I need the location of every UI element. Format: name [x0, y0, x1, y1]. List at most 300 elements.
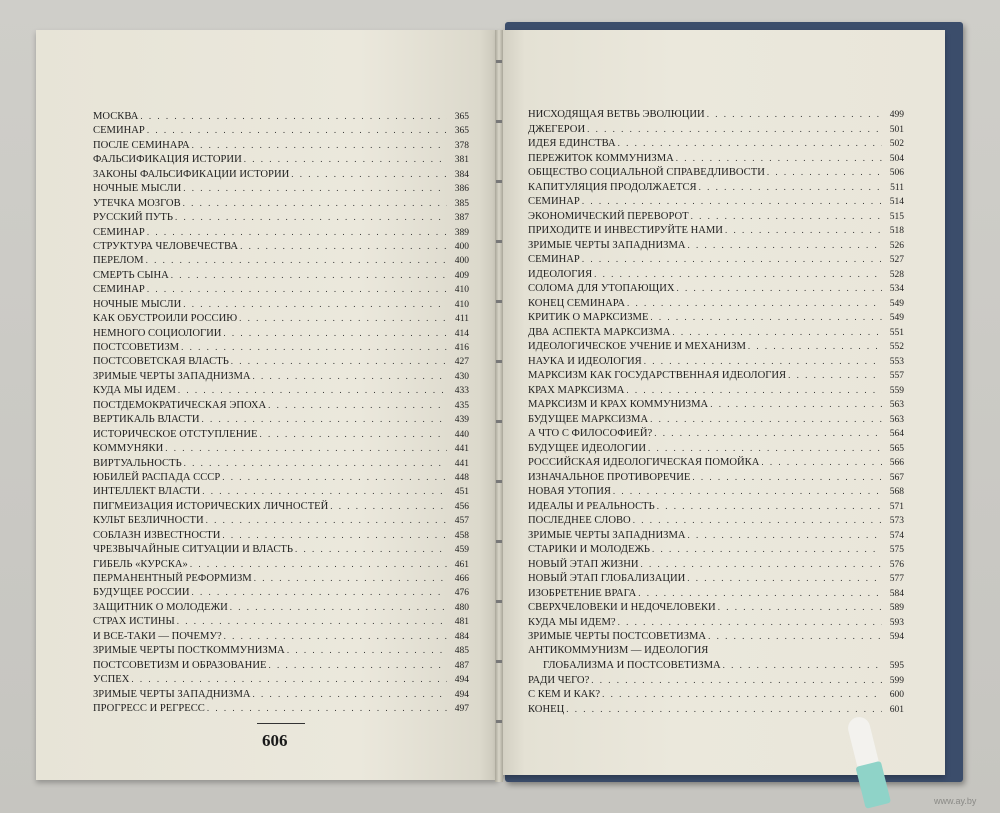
toc-entry: [93, 542, 469, 556]
toc-entry: [93, 585, 469, 599]
toc-leader-dots: [641, 557, 882, 572]
toc-entry-page: 577: [889, 574, 904, 584]
binding-stitch: [496, 600, 502, 603]
toc-entry-title: СОЛОМА ДЛЯ УТОПАЮЩИХ: [528, 283, 675, 294]
toc-entry-page: 501: [889, 124, 904, 135]
toc-entry: [528, 107, 904, 122]
toc-entry: [528, 441, 904, 456]
toc-entry: [93, 326, 469, 340]
toc-entry-page: 411: [455, 314, 469, 325]
toc-entry-page: 480: [454, 602, 469, 613]
toc-entry: [93, 181, 469, 195]
toc-entry: [93, 571, 469, 585]
toc-leader-dots: [591, 673, 882, 688]
toc-entry-page: 589: [889, 603, 904, 613]
toc-entry-title: ВИРТУАЛЬНОСТЬ: [93, 457, 182, 469]
toc-entry-title: СТАРИКИ И МОЛОДЕЖЬ: [528, 544, 650, 555]
toc-leader-dots: [676, 151, 882, 166]
toc-entry-page: 573: [889, 516, 904, 526]
toc-entry-page: 410: [454, 299, 469, 310]
toc-entry: [528, 644, 904, 659]
toc-entry-page: 466: [454, 574, 469, 584]
binding-stitch: [496, 540, 502, 543]
binding-stitch: [496, 300, 502, 303]
toc-entry: [528, 673, 904, 688]
toc-entry-title: ПОСЛЕ СЕМИНАРА: [93, 139, 190, 151]
left-toc-list: [93, 109, 469, 715]
toc-entry-title: СЕМИНАР: [93, 125, 145, 137]
binding-stitch: [496, 240, 502, 243]
toc-leader-dots: [723, 658, 882, 673]
toc-entry: [528, 325, 904, 340]
toc-leader-dots: [767, 165, 882, 180]
toc-entry-title: ПОСТСОВЕТСКАЯ ВЛАСТЬ: [93, 356, 229, 368]
toc-entry-page: 593: [889, 617, 904, 628]
toc-entry-title: ИНТЕЛЛЕКТ ВЛАСТИ: [93, 486, 201, 498]
toc-entry: [93, 687, 469, 701]
toc-entry: [528, 383, 904, 398]
toc-entry-title: ВЕРТИКАЛЬ ВЛАСТИ: [93, 414, 200, 426]
toc-entry-page: 511: [890, 182, 904, 193]
toc-entry-page: 504: [889, 153, 904, 164]
toc-entry: [93, 138, 469, 152]
toc-entry-page: 487: [454, 660, 469, 671]
toc-leader-dots: [627, 296, 882, 311]
toc-entry-title: СЕМИНАР: [93, 284, 145, 296]
toc-entry-page: 494: [454, 689, 469, 700]
toc-entry-title: СЕМИНАР: [528, 254, 580, 265]
toc-entry: [93, 354, 469, 368]
toc-leader-dots: [295, 542, 447, 556]
toc-entry: [528, 397, 904, 412]
toc-entry-page: 502: [889, 139, 904, 149]
toc-entry-page: 565: [889, 443, 904, 454]
toc-entry-page: 601: [889, 704, 904, 715]
toc-entry-page: 484: [454, 631, 469, 642]
toc-entry-page: 485: [454, 646, 469, 657]
toc-entry-page: 441: [454, 444, 469, 455]
toc-leader-dots: [672, 325, 882, 340]
toc-leader-dots: [147, 123, 447, 137]
toc-entry-page: 557: [889, 371, 904, 381]
toc-entry: [528, 499, 904, 514]
toc-entry: [528, 368, 904, 383]
toc-entry-title: ПОСТДЕМОКРАТИЧЕСКАЯ ЭПОХА: [93, 399, 267, 411]
toc-entry-title: ПОСТСОВЕТИЗМ: [93, 342, 180, 353]
toc-entry-page: 552: [889, 342, 904, 352]
toc-entry-page: 387: [454, 213, 469, 224]
toc-entry: [93, 614, 469, 628]
toc-leader-dots: [708, 629, 882, 644]
toc-entry-title: ИДЕОЛОГИЧЕСКОЕ УЧЕНИЕ И МЕХАНИЗМ: [528, 341, 746, 352]
toc-entry-title: СЕМИНАР: [528, 196, 580, 207]
toc-entry-page: 365: [454, 126, 469, 137]
toc-leader-dots: [190, 557, 447, 571]
toc-entry-page: 594: [889, 632, 904, 642]
toc-leader-dots: [602, 687, 882, 702]
toc-leader-dots: [618, 136, 882, 151]
toc-entry-page: 441: [454, 458, 469, 469]
toc-leader-dots: [222, 528, 447, 542]
toc-entry-title: ЗРИМЫЕ ЧЕРТЫ ЗАПАДНИЗМА: [528, 239, 686, 251]
toc-entry-title: КУДА МЫ ИДЕМ?: [528, 616, 616, 628]
toc-entry-page: 515: [889, 211, 904, 222]
toc-entry: [528, 281, 904, 296]
toc-entry: [528, 557, 904, 572]
toc-entry-title: УСПЕХ: [93, 674, 130, 686]
toc-entry-title: И ВСЕ-ТАКИ — ПОЧЕМУ?: [93, 630, 222, 642]
toc-entry-title: ПОСЛЕДНЕЕ СЛОВО: [528, 515, 631, 526]
stylus-tip: [846, 715, 879, 769]
toc-leader-dots: [699, 180, 882, 195]
binding-stitch: [496, 180, 502, 183]
toc-leader-dots: [253, 369, 447, 383]
toc-leader-dots: [183, 196, 447, 210]
binding-stitch: [496, 120, 502, 123]
toc-leader-dots: [207, 701, 447, 715]
toc-entry: [528, 252, 904, 267]
toc-entry-page: 534: [889, 284, 904, 294]
toc-leader-dots: [244, 152, 447, 166]
toc-entry: [528, 426, 904, 441]
toc-leader-dots: [654, 426, 882, 441]
toc-entry-title: ИДЕЯ ЕДИНСТВА: [528, 138, 616, 149]
toc-leader-dots: [253, 687, 447, 701]
toc-entry-page: 566: [889, 458, 904, 468]
toc-leader-dots: [587, 122, 882, 137]
toc-leader-dots: [202, 484, 447, 498]
toc-leader-dots: [177, 614, 447, 628]
toc-entry-title: СТРУКТУРА ЧЕЛОВЕЧЕСТВА: [93, 240, 239, 252]
toc-entry: [528, 180, 904, 195]
toc-leader-dots: [184, 456, 447, 470]
toc-entry: [528, 484, 904, 499]
toc-leader-dots: [748, 339, 882, 354]
toc-entry-title: ГИБЕЛЬ «КУРСКА»: [93, 558, 188, 570]
toc-entry-title: НОЧНЫЕ МЫСЛИ: [93, 298, 182, 310]
toc-entry-title: БУДУЩЕЕ МАРКСИЗМА: [528, 413, 649, 425]
toc-entry-title: ЗАКОНЫ ФАЛЬСИФИКАЦИИ ИСТОРИИ: [93, 168, 290, 180]
toc-entry-page: 440: [454, 429, 469, 440]
binding-stitch: [496, 360, 502, 363]
toc-leader-dots: [677, 281, 882, 296]
toc-entry-page: 599: [889, 675, 904, 686]
toc-entry: [93, 383, 469, 397]
toc-entry-title: ПРИХОДИТЕ И ИНВЕСТИРУЙТЕ НАМИ: [528, 225, 723, 236]
toc-entry-title: СЕМИНАР: [93, 226, 145, 238]
toc-leader-dots: [582, 252, 882, 267]
toc-leader-dots: [566, 702, 882, 717]
binding-stitch: [496, 720, 502, 723]
toc-entry-page: 439: [454, 415, 469, 426]
toc-entry-page: 574: [889, 530, 904, 541]
toc-leader-dots: [633, 513, 882, 528]
toc-entry: [528, 267, 904, 282]
toc-entry: [528, 354, 904, 369]
toc-entry: [93, 282, 469, 296]
toc-entry-title: СОБЛАЗН ИЗВЕСТНОСТИ: [93, 529, 221, 541]
toc-entry: [93, 658, 469, 672]
toc-entry-page: 497: [454, 703, 469, 714]
toc-leader-dots: [231, 354, 447, 368]
toc-leader-dots: [691, 209, 882, 224]
toc-entry-page: 499: [889, 110, 904, 120]
toc-entry: [528, 615, 904, 630]
toc-entry: [93, 253, 469, 267]
toc-leader-dots: [594, 267, 882, 282]
toc-leader-dots: [626, 383, 882, 398]
toc-entry: [93, 167, 469, 181]
toc-leader-dots: [268, 398, 447, 412]
toc-entry-title: НОВЫЙ ЭТАП ГЛОБАЛИЗАЦИИ: [528, 573, 686, 584]
toc-entry: [528, 629, 904, 644]
toc-entry-page: 559: [889, 385, 904, 396]
toc-entry-page: 378: [454, 140, 469, 151]
toc-leader-dots: [230, 600, 447, 614]
binding-stitch: [496, 60, 502, 63]
toc-entry-page: 409: [454, 270, 469, 281]
toc-entry-title: КАПИТУЛЯЦИЯ ПРОДОЛЖАЕТСЯ: [528, 181, 697, 193]
toc-entry: [528, 571, 904, 586]
toc-entry-title: НОВЫЙ ЭТАП ЖИЗНИ: [528, 558, 639, 570]
toc-entry: [528, 513, 904, 528]
toc-entry-title: СТРАХ ИСТИНЫ: [93, 616, 175, 628]
toc-entry-title: ЧРЕЗВЫЧАЙНЫЕ СИТУАЦИИ И ВЛАСТЬ: [93, 544, 293, 556]
toc-entry-page: 414: [454, 328, 469, 339]
toc-entry-title: ОБЩЕСТВО СОЦИАЛЬНОЙ СПРАВЕДЛИВОСТИ: [528, 167, 765, 178]
toc-entry-title: ФАЛЬСИФИКАЦИЯ ИСТОРИИ: [93, 154, 242, 166]
toc-entry-title: НИСХОДЯЩАЯ ВЕТВЬ ЭВОЛЮЦИИ: [528, 109, 705, 120]
toc-entry: [93, 427, 469, 441]
toc-entry-page: 528: [889, 269, 904, 280]
toc-leader-dots: [710, 397, 882, 412]
toc-leader-dots: [291, 167, 447, 181]
toc-entry-page: 457: [454, 516, 469, 527]
toc-leader-dots: [582, 194, 882, 209]
toc-entry-title: БУДУЩЕЕ РОССИИ: [93, 587, 190, 599]
toc-entry-title: МОСКВА: [93, 111, 139, 122]
toc-entry-page: 389: [454, 227, 469, 238]
toc-entry-title: ПИГМЕИЗАЦИЯ ИСТОРИЧЕСКИХ ЛИЧНОСТЕЙ: [93, 500, 329, 512]
toc-entry-page: 400: [454, 256, 469, 267]
toc-entry-title: ИДЕОЛОГИЯ: [528, 268, 593, 280]
toc-leader-dots: [650, 310, 882, 325]
toc-leader-dots: [181, 340, 447, 354]
toc-entry-page: 481: [454, 617, 469, 628]
page-number-rule: [257, 723, 305, 724]
binding-stitch: [496, 420, 502, 423]
toc-entry-page: 514: [889, 197, 904, 207]
toc-entry-title: ЗАЩИТНИК О МОЛОДЕЖИ: [93, 601, 228, 613]
toc-leader-dots: [140, 109, 447, 123]
toc-entry: [93, 441, 469, 455]
toc-entry-page: 506: [889, 168, 904, 178]
toc-leader-dots: [718, 600, 882, 615]
toc-entry-title: ЭКОНОМИЧЕСКИЙ ПЕРЕВОРОТ: [528, 210, 689, 222]
toc-leader-dots: [259, 427, 447, 441]
toc-entry-title: КУЛЬТ БЕЗЛИЧНОСТИ: [93, 515, 204, 527]
toc-entry: [93, 210, 469, 224]
toc-entry-title: УТЕЧКА МОЗГОВ: [93, 197, 181, 209]
toc-leader-dots: [707, 107, 882, 122]
toc-entry: [528, 455, 904, 470]
stylus-body: [855, 761, 891, 809]
toc-entry-title: ЗРИМЫЕ ЧЕРТЫ ЗАПАДНИЗМА: [93, 688, 251, 700]
toc-entry: [528, 165, 904, 180]
toc-leader-dots: [192, 585, 447, 599]
toc-leader-dots: [761, 455, 882, 470]
watermark: www.ay.by: [934, 796, 977, 806]
toc-entry-title: КОНЕЦ СЕМИНАРА: [528, 297, 625, 309]
right-toc-list: [528, 107, 904, 716]
toc-entry: [93, 499, 469, 513]
toc-entry: [528, 296, 904, 311]
toc-entry-title: НАУКА И ИДЕОЛОГИЯ: [528, 355, 642, 367]
toc-entry: [93, 297, 469, 311]
toc-leader-dots: [131, 672, 447, 686]
toc-leader-dots: [268, 658, 447, 672]
toc-leader-dots: [688, 528, 882, 543]
toc-entry-page: 553: [889, 356, 904, 367]
toc-entry-page: 527: [889, 255, 904, 265]
toc-entry-title: ГЛОБАЛИЗМА И ПОСТСОВЕТИЗМА: [543, 660, 721, 671]
toc-leader-dots: [613, 484, 882, 499]
toc-entry: [93, 600, 469, 614]
toc-entry-page: 365: [454, 112, 469, 122]
toc-leader-dots: [638, 586, 882, 601]
toc-entry: [93, 340, 469, 354]
toc-leader-dots: [147, 225, 447, 239]
toc-entry-title: КУДА МЫ ИДЕМ: [93, 385, 176, 397]
toc-entry-page: 384: [454, 169, 469, 180]
toc-entry: [528, 122, 904, 137]
toc-entry-page: 551: [889, 327, 904, 338]
toc-entry-page: 435: [454, 400, 469, 411]
toc-leader-dots: [650, 412, 882, 427]
toc-entry-title: КОНЕЦ: [528, 703, 565, 715]
toc-entry-title: НЕМНОГО СОЦИОЛОГИИ: [93, 327, 222, 339]
toc-entry-page: 600: [889, 690, 904, 700]
page-number: 606: [262, 731, 288, 750]
toc-leader-dots: [206, 513, 447, 527]
toc-entry-page: 456: [454, 501, 469, 512]
toc-entry-title: ПЕРЕЛОМ: [93, 255, 144, 267]
toc-entry-title: НОВАЯ УТОПИЯ: [528, 486, 611, 497]
toc-leader-dots: [239, 311, 447, 325]
toc-entry: [93, 123, 469, 137]
toc-entry-page: 549: [889, 313, 904, 323]
toc-leader-dots: [725, 223, 882, 238]
toc-entry: [93, 528, 469, 542]
toc-leader-dots: [224, 629, 447, 643]
toc-leader-dots: [652, 542, 882, 557]
toc-entry-title: БУДУЩЕЕ ИДЕОЛОГИИ: [528, 442, 647, 454]
toc-leader-dots: [618, 615, 882, 630]
toc-entry-page: 563: [889, 400, 904, 410]
toc-entry: [93, 629, 469, 643]
toc-entry: [93, 643, 469, 657]
toc-entry: [528, 687, 904, 702]
toc-leader-dots: [223, 326, 447, 340]
toc-entry-title: ЮБИЛЕЙ РАСПАДА СССР: [93, 471, 221, 483]
toc-leader-dots: [688, 238, 882, 253]
toc-entry-title: А ЧТО С ФИЛОСОФИЕЙ?: [528, 428, 653, 439]
toc-entry-title: СМЕРТЬ СЫНА: [93, 269, 169, 281]
toc-leader-dots: [192, 138, 447, 152]
toc-entry-page: 448: [454, 472, 469, 483]
toc-leader-dots: [175, 210, 447, 224]
toc-entry: [528, 542, 904, 557]
toc-leader-dots: [330, 499, 447, 513]
toc-entry: [93, 225, 469, 239]
toc-leader-dots: [147, 282, 447, 296]
toc-leader-dots: [183, 297, 447, 311]
toc-leader-dots: [788, 368, 882, 383]
toc-entry-page: 576: [889, 559, 904, 570]
toc-entry-title: КРАХ МАРКСИЗМА: [528, 384, 625, 396]
toc-leader-dots: [171, 268, 447, 282]
book-spine-gutter: [495, 30, 503, 782]
toc-entry-title: ЗРИМЫЕ ЧЕРТЫ ЗАПАДНИЗМА: [528, 529, 686, 541]
toc-entry-page: 518: [889, 226, 904, 236]
toc-entry: [528, 238, 904, 253]
toc-leader-dots: [222, 470, 447, 484]
toc-leader-dots: [178, 383, 447, 397]
toc-entry-title: ПЕРЕЖИТОК КОММУНИЗМА: [528, 152, 674, 164]
toc-entry: [93, 152, 469, 166]
toc-leader-dots: [165, 441, 447, 455]
toc-entry-title: РУССКИЙ ПУТЬ: [93, 212, 173, 224]
toc-leader-dots: [692, 470, 882, 485]
toc-entry-page: 564: [889, 429, 904, 439]
toc-entry-title: КАК ОБУСТРОИЛИ РОССИЮ: [93, 313, 238, 325]
toc-leader-dots: [146, 253, 447, 267]
toc-entry-title: ЗРИМЫЕ ЧЕРТЫ ПОСТКОММУНИЗМА: [93, 645, 285, 657]
toc-entry-title: ДВА АСПЕКТА МАРКСИЗМА: [528, 326, 671, 338]
toc-entry-title: МАРКСИЗМ И КРАХ КОММУНИЗМА: [528, 399, 709, 410]
toc-entry: [528, 702, 904, 717]
toc-entry: [93, 196, 469, 210]
toc-entry-page: 563: [889, 414, 904, 425]
toc-entry-page: 459: [454, 545, 469, 556]
toc-entry-page: 549: [889, 298, 904, 309]
toc-entry: [528, 586, 904, 601]
toc-entry-page: 571: [889, 501, 904, 512]
toc-entry-page: 568: [889, 487, 904, 497]
toc-entry-title: ЗРИМЫЕ ЧЕРТЫ ПОСТСОВЕТИЗМА: [528, 631, 707, 642]
toc-entry: [93, 701, 469, 715]
toc-leader-dots: [287, 643, 447, 657]
toc-leader-dots: [254, 571, 447, 585]
toc-entry: [528, 412, 904, 427]
toc-entry-page: 416: [454, 343, 469, 353]
toc-entry: [93, 513, 469, 527]
toc-entry-page: 575: [889, 545, 904, 555]
toc-entry: [93, 557, 469, 571]
toc-entry-title: ДЖЕГЕРОИ: [528, 123, 586, 135]
binding-stitch: [496, 660, 502, 663]
binding-stitch: [496, 480, 502, 483]
toc-entry: [93, 109, 469, 123]
toc-entry: [93, 412, 469, 426]
toc-entry-title: С КЕМ И КАК?: [528, 689, 601, 700]
toc-entry: [528, 194, 904, 209]
toc-entry: [93, 239, 469, 253]
toc-entry: [528, 209, 904, 224]
toc-entry: [93, 268, 469, 282]
toc-entry-page: 567: [889, 472, 904, 483]
toc-entry: [93, 456, 469, 470]
